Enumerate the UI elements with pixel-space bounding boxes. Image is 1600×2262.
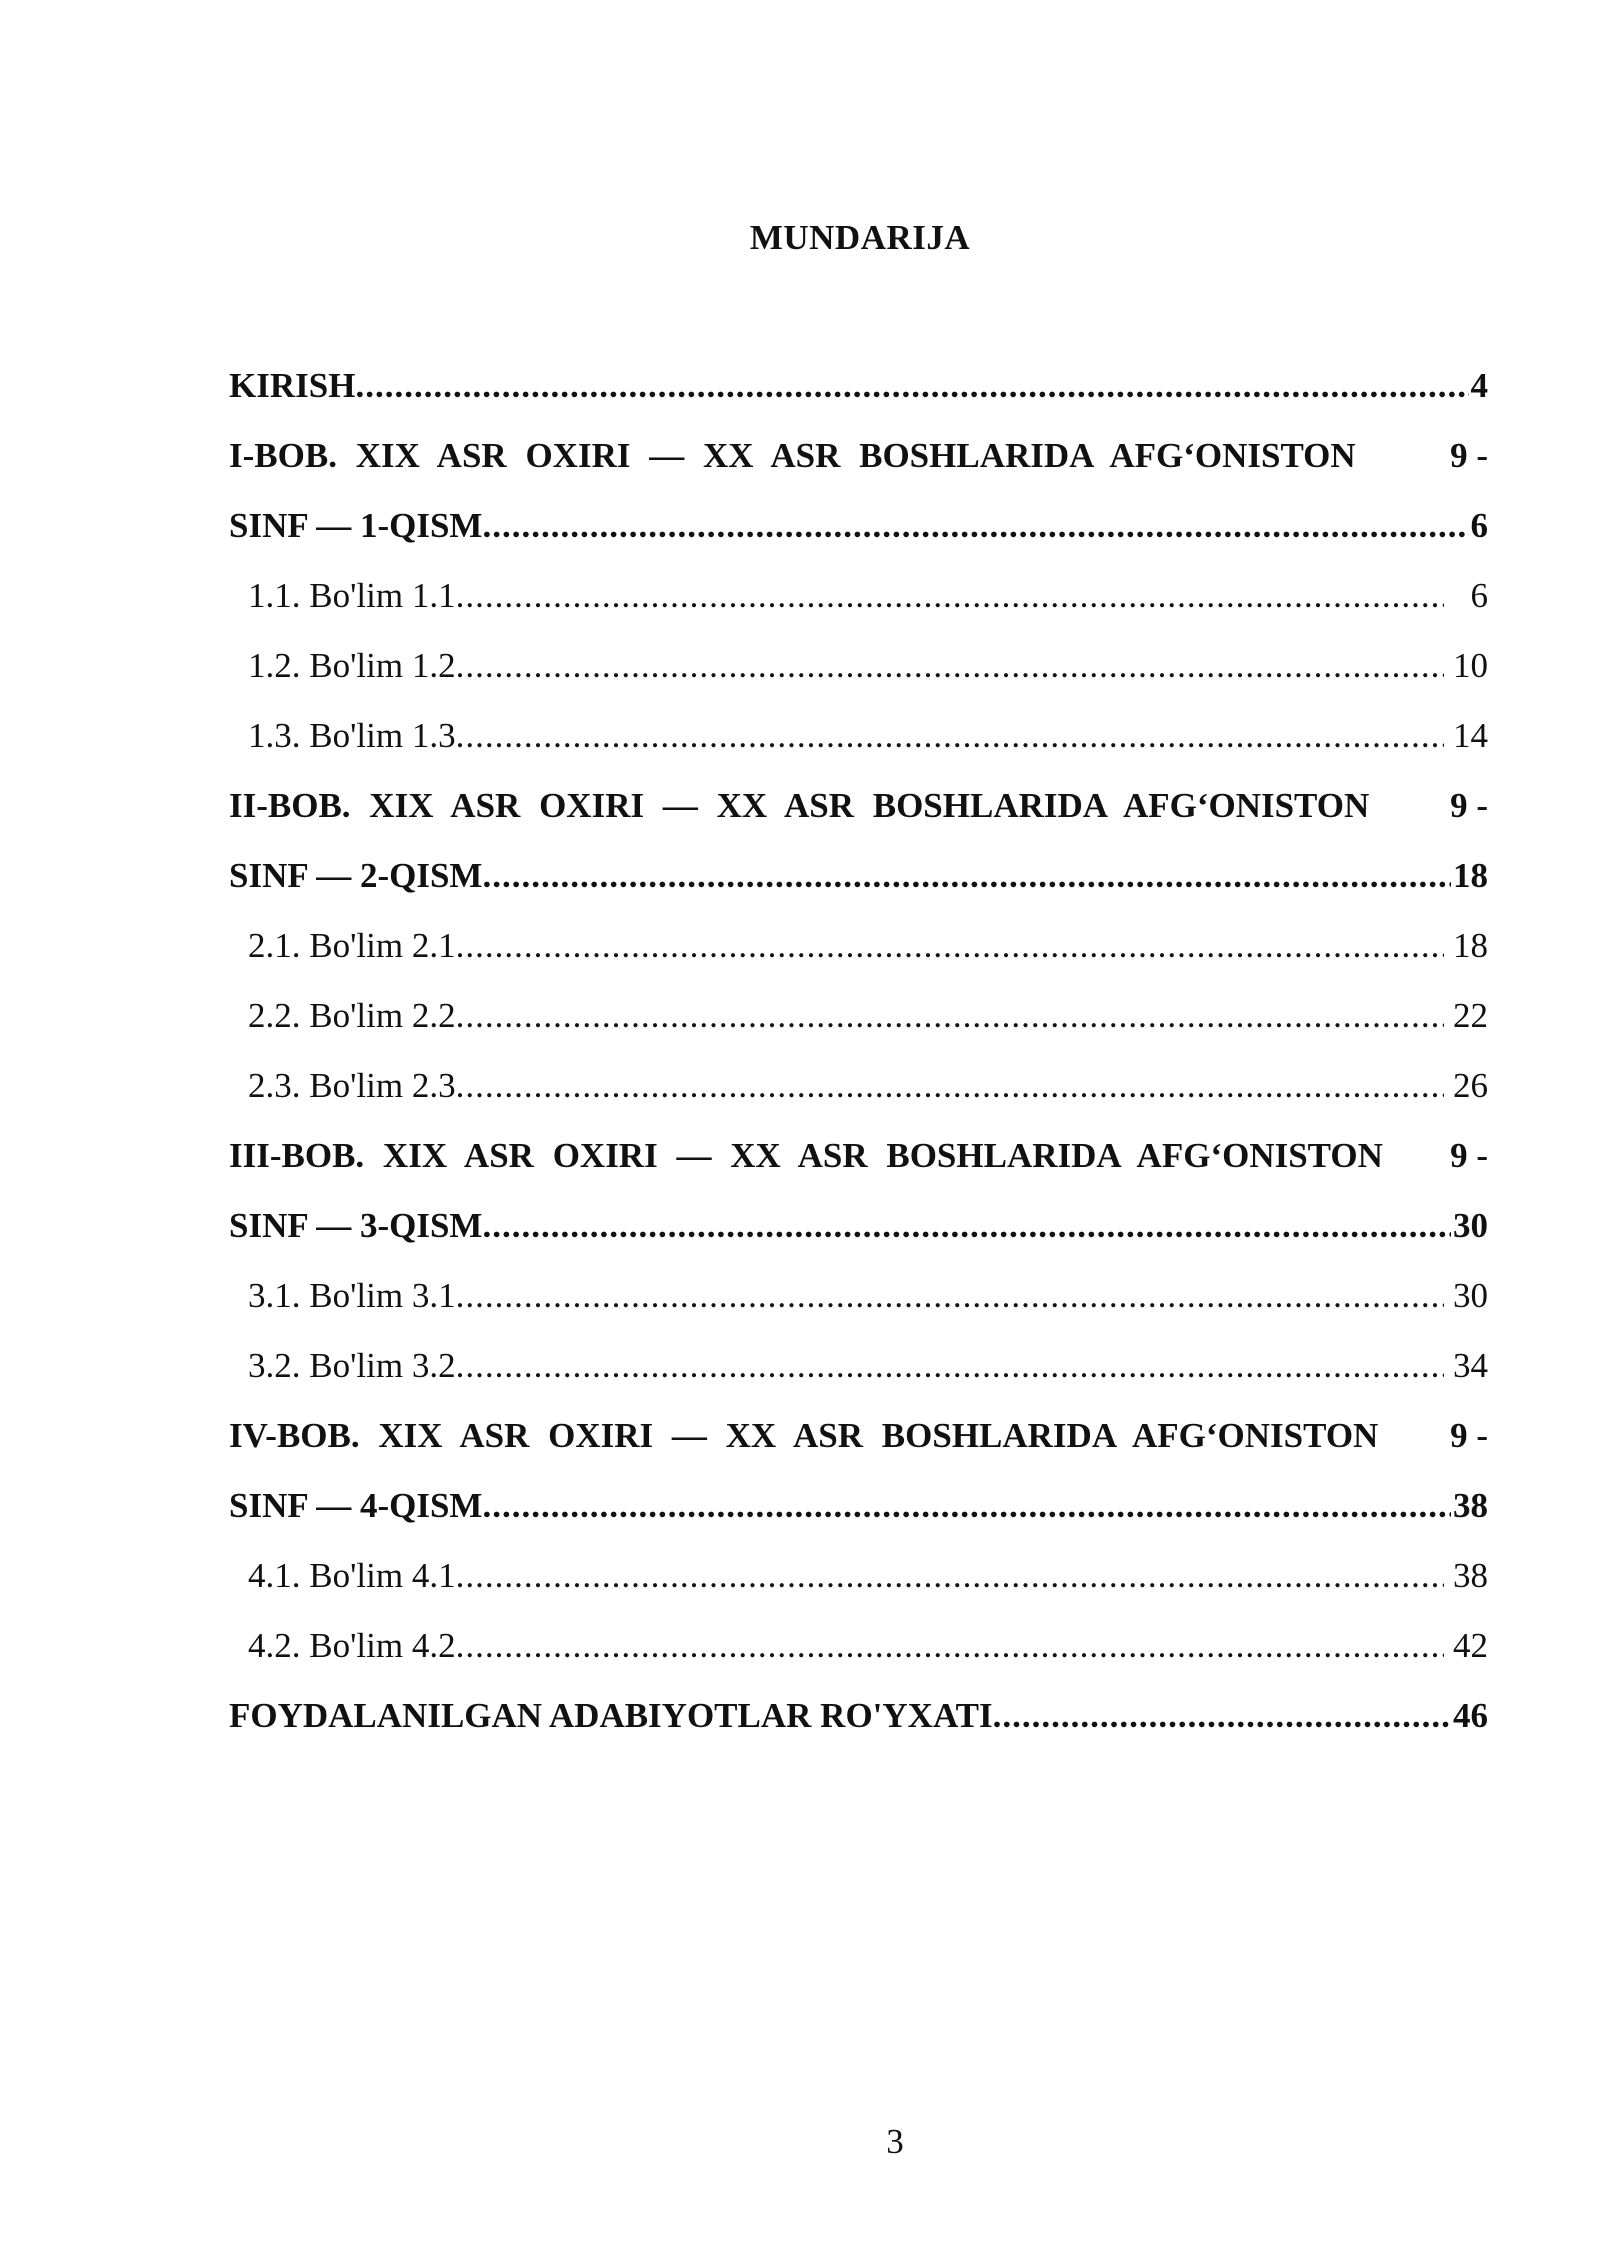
dot-leader xyxy=(456,1331,1444,1401)
toc-chapter-4-title[interactable] xyxy=(229,1401,1488,1471)
toc-page-number: 38 xyxy=(1453,1486,1488,1525)
toc-page-number: 38 xyxy=(1453,1556,1488,1595)
dot-leader xyxy=(993,1681,1451,1751)
dot-leader xyxy=(456,561,1444,631)
toc-page-number: 22 xyxy=(1453,996,1488,1035)
dot-leader xyxy=(456,1611,1444,1681)
toc-page-number: 18 xyxy=(1453,926,1488,965)
toc-chapter-heading: I-BOB. XIX ASR OXIRI — XX ASR BOSHLARIDA AFG‘ONISTON xyxy=(229,436,1356,475)
page-number: 3 xyxy=(886,2122,904,2161)
toc-page-number: 18 xyxy=(1453,856,1488,895)
toc-chapter-heading-tail: 9 - xyxy=(1450,1416,1488,1455)
toc-entry-label: 4.1. Bo'lim 4.1 xyxy=(248,1556,456,1595)
page-title: MUNDARIJA xyxy=(749,218,971,257)
dot-leader xyxy=(456,1261,1444,1331)
toc-section-3-2[interactable] xyxy=(229,1331,1488,1401)
toc-entry-label: SINF — 4-QISM xyxy=(229,1486,483,1525)
toc-entry-label: SINF — 3-QISM xyxy=(229,1206,483,1245)
dot-leader xyxy=(456,1541,1444,1611)
dot-leader xyxy=(482,1471,1451,1541)
toc-chapter-heading: III-BOB. XIX ASR OXIRI — XX ASR BOSHLARIDA AFG‘ONISTON xyxy=(229,1136,1383,1175)
dot-leader xyxy=(355,351,1468,421)
toc-section-1-2[interactable] xyxy=(229,631,1488,701)
toc-chapter-3-title[interactable] xyxy=(229,1121,1488,1191)
toc-page-number: 46 xyxy=(1453,1696,1488,1735)
toc-page-number: 34 xyxy=(1453,1346,1488,1385)
dot-leader xyxy=(482,1191,1451,1261)
toc-page-number: 30 xyxy=(1453,1206,1488,1245)
dot-leader xyxy=(456,911,1444,981)
dot-leader xyxy=(456,981,1444,1051)
toc-entry-label: 4.2. Bo'lim 4.2 xyxy=(248,1626,456,1665)
table-of-contents xyxy=(229,351,1488,1751)
toc-page-number: 10 xyxy=(1453,646,1488,685)
toc-chapter-1-title[interactable] xyxy=(229,421,1488,491)
toc-section-2-1[interactable] xyxy=(229,911,1488,981)
toc-section-2-3[interactable] xyxy=(229,1051,1488,1121)
toc-chapter-heading-tail: 9 - xyxy=(1450,1136,1488,1175)
toc-entry-kirish[interactable] xyxy=(229,351,1488,421)
dot-leader xyxy=(456,701,1444,771)
toc-chapter-heading-tail: 9 - xyxy=(1450,436,1488,475)
toc-chapter-4-continuation[interactable] xyxy=(229,1471,1488,1541)
toc-section-4-1[interactable] xyxy=(229,1541,1488,1611)
toc-entry-bibliography[interactable] xyxy=(229,1681,1488,1751)
toc-page-number: 26 xyxy=(1453,1066,1488,1105)
dot-leader xyxy=(482,841,1451,911)
toc-entry-label: FOYDALANILGAN ADABIYOTLAR RO'YXATI xyxy=(229,1696,993,1735)
toc-chapter-heading-tail: 9 - xyxy=(1450,786,1488,825)
toc-page-number: 30 xyxy=(1453,1276,1488,1315)
toc-section-1-1[interactable] xyxy=(229,561,1488,631)
toc-section-2-2[interactable] xyxy=(229,981,1488,1051)
toc-entry-label: 1.2. Bo'lim 1.2 xyxy=(248,646,456,685)
toc-section-4-2[interactable] xyxy=(229,1611,1488,1681)
toc-chapter-2-continuation[interactable] xyxy=(229,841,1488,911)
toc-page-number: 4 xyxy=(1470,366,1488,405)
toc-chapter-2-title[interactable] xyxy=(229,771,1488,841)
toc-page-number: 6 xyxy=(1470,576,1488,615)
toc-entry-label: 1.1. Bo'lim 1.1 xyxy=(248,576,456,615)
dot-leader xyxy=(482,491,1468,561)
toc-entry-label: 1.3. Bo'lim 1.3 xyxy=(248,716,456,755)
toc-entry-label: 2.3. Bo'lim 2.3 xyxy=(248,1066,456,1105)
toc-entry-label: SINF — 2-QISM xyxy=(229,856,483,895)
toc-chapter-heading: II-BOB. XIX ASR OXIRI — XX ASR BOSHLARIDA AFG‘ONISTON xyxy=(229,786,1370,825)
toc-chapter-1-continuation[interactable] xyxy=(229,491,1488,561)
toc-chapter-heading: IV-BOB. XIX ASR OXIRI — XX ASR BOSHLARIDA AFG‘ONISTON xyxy=(229,1416,1379,1455)
toc-entry-label: KIRISH xyxy=(229,366,356,405)
toc-entry-label: 3.1. Bo'lim 3.1 xyxy=(248,1276,456,1315)
toc-page-number: 14 xyxy=(1453,716,1488,755)
toc-chapter-3-continuation[interactable] xyxy=(229,1191,1488,1261)
toc-section-1-3[interactable] xyxy=(229,701,1488,771)
dot-leader xyxy=(456,631,1444,701)
toc-entry-label: SINF — 1-QISM xyxy=(229,506,483,545)
toc-page-number: 6 xyxy=(1470,506,1488,545)
toc-entry-label: 2.1. Bo'lim 2.1 xyxy=(248,926,456,965)
toc-section-3-1[interactable] xyxy=(229,1261,1488,1331)
dot-leader xyxy=(456,1051,1444,1121)
toc-entry-label: 2.2. Bo'lim 2.2 xyxy=(248,996,456,1035)
toc-page-number: 42 xyxy=(1453,1626,1488,1665)
toc-entry-label: 3.2. Bo'lim 3.2 xyxy=(248,1346,456,1385)
